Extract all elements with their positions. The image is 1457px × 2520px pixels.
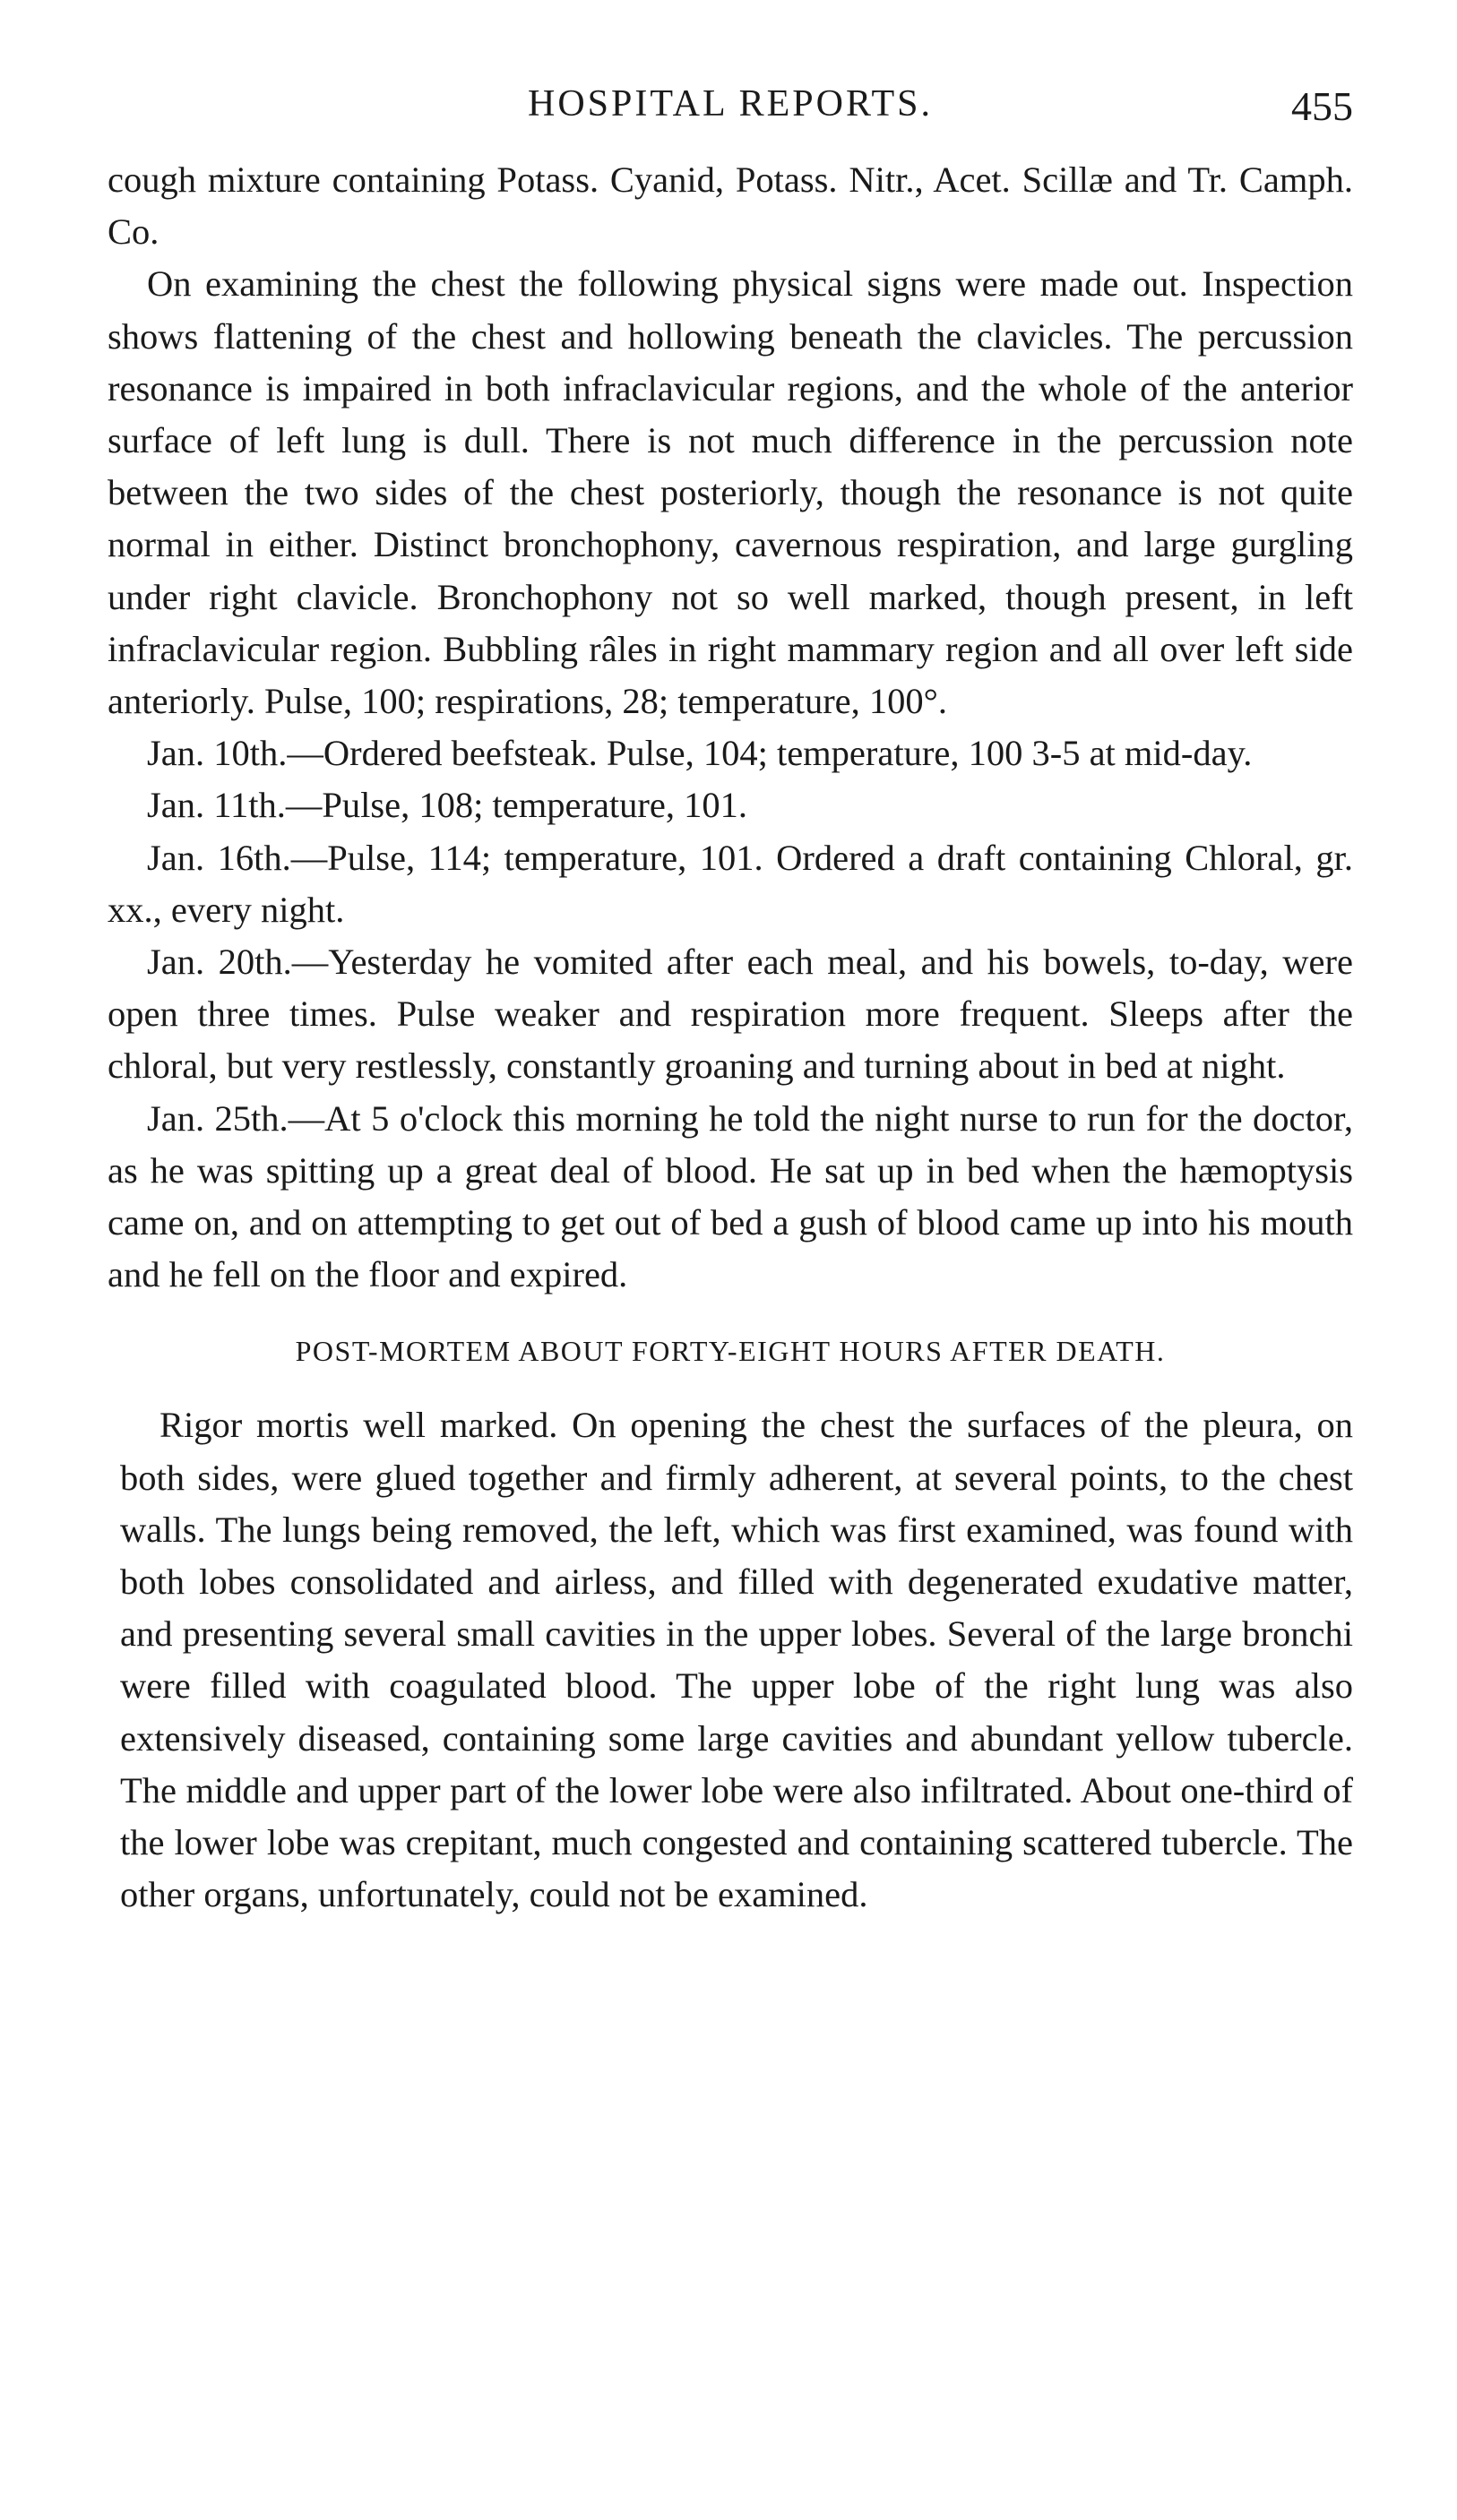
paragraph-jan-11: Jan. 11th.—Pulse, 108; temperature, 101. bbox=[147, 785, 748, 826]
paragraph-physical-signs: On examining the chest the following physical signs were made out. Inspection shows flattening of the chest and hollowing beneath the clavicles. The percussion resonance is impaired in both infraclavicular regions, and the whole of the anterior surface of left lung is dull. There is not much difference in the percussion note between the two sides of the chest posteriorly, though the resonance is not quite normal in either. Distinct bronchophony, cavernous respiration, and large gurgling under right clavicle. Bronchophony not so well marked, though present, in left infraclavicular region. Bubbling râles in right mammary region and all over left side anteriorly. Pulse, 100; respirations, 28; temperature, 100°. bbox=[108, 263, 1353, 722]
page-number: 455 bbox=[1291, 83, 1353, 129]
post-mortem-section bbox=[108, 1399, 1353, 1921]
paragraph-jan-16: Jan. 16th.—Pulse, 114; temperature, 101. Ordered a draft containing Chloral, gr. xx., every night. bbox=[108, 837, 1353, 930]
running-title: HOSPITAL REPORTS. bbox=[528, 83, 933, 125]
running-head bbox=[108, 82, 1353, 154]
post-mortem-paragraph: Rigor mortis well marked. On opening the chest the surfaces of the pleura, on both sides, were glued together and firmly adherent, at several points, to the chest walls. The lungs being removed, the left, which was first examined, was found with both lobes consolidated and airless, and filled with degenerated exudative matter, and presenting several small cavities in the upper lobes. Several of the large bronchi were filled with coagulated blood. The upper lobe of the right lung was also extensively diseased, containing some large cavities and abundant yellow tubercle. The middle and upper part of the lower lobe were also infiltrated. About one-third of the lower lobe was crepitant, much congested and containing scattered tubercle. The other organs, unfortunately, could not be examined. bbox=[120, 1405, 1353, 1915]
paragraph-jan-25: Jan. 25th.—At 5 o'clock this morning he told the night nurse to run for the doctor, as he was spitting up a great deal of blood. He sat up in bed when the hæmoptysis came on, and on attempting to get out of bed a gush of blood came up into his mouth and he fell on the floor and expired. bbox=[108, 1097, 1353, 1295]
paragraph-jan-10: Jan. 10th.—Ordered beefsteak. Pulse, 104; temperature, 100 3-5 at mid-day. bbox=[147, 733, 1253, 774]
post-mortem-heading: POST-MORTEM ABOUT FORTY-EIGHT HOURS AFTER DEATH. bbox=[295, 1335, 1166, 1368]
paragraph-jan-20: Jan. 20th.—Yesterday he vomited after each meal, and his bowels, to-day, were open three times. Pulse weaker and respiration more frequent. Sleeps after the chloral, but very restlessly, constantly groaning and turning about in bed at night. bbox=[108, 942, 1353, 1087]
case-notes bbox=[108, 154, 1353, 1301]
document-page bbox=[108, 82, 1353, 1922]
paragraph-continuation: cough mixture containing Potass. Cyanid, Potass. Nitr., Acet. Scillæ and Tr. Camph. Co. bbox=[108, 159, 1353, 253]
